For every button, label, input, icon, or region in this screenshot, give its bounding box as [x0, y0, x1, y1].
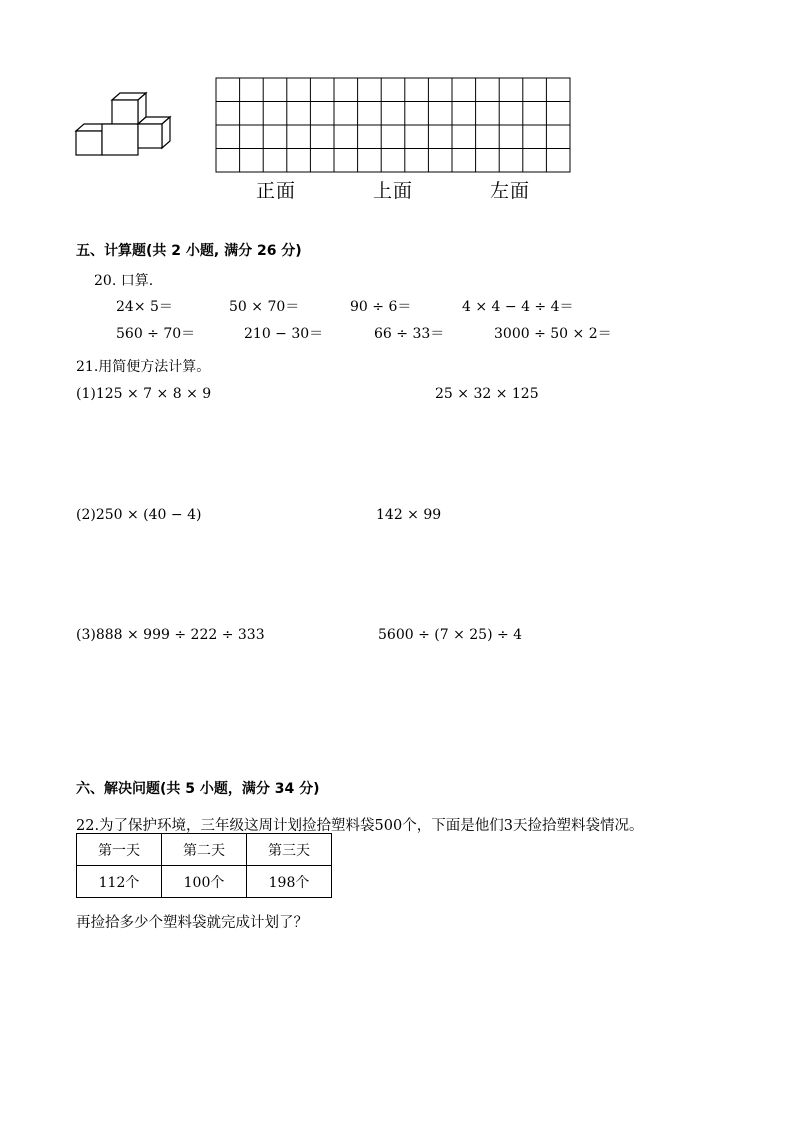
q21-item3-right: 5600 ÷ (7 × 25) ÷ 4 [378, 627, 523, 643]
section-6-heading: 六、解决问题(共 5 小题，满分 34 分) [76, 781, 320, 797]
table-cell-day1: 112个 [77, 866, 162, 898]
q20-r2-c1: 560 ÷ 70＝ [116, 326, 196, 342]
q21-item1-right: 25 × 32 × 125 [435, 386, 539, 402]
q22-text: 22.为了保护环境，三年级这周计划捡拾塑料袋500个，下面是他们3天捡拾塑料袋情况。 [76, 818, 644, 834]
view-label-front: 正面 [256, 180, 297, 202]
table-cell-day2: 100个 [162, 866, 247, 898]
q20-r1-c4: 4 × 4 − 4 ÷ 4＝ [462, 299, 574, 315]
q21-label: 21.用简便方法计算。 [76, 359, 211, 375]
q22-table [76, 833, 332, 898]
q21-item1-left: (1)125 × 7 × 8 × 9 [76, 386, 212, 402]
section-5-heading: 五、计算题(共 2 小题, 满分 26 分) [76, 243, 302, 259]
table-header-day3: 第三天 [247, 834, 332, 866]
q21-item2-left: (2)250 × (40 − 4) [76, 507, 202, 523]
q21-item2-right: 142 × 99 [376, 507, 442, 523]
table-row [77, 866, 332, 898]
q20-label: 20. 口算. [94, 273, 154, 289]
q20-r2-c4: 3000 ÷ 50 × 2＝ [494, 326, 612, 342]
cube-stack-figure [70, 88, 176, 160]
table-header-day2: 第二天 [162, 834, 247, 866]
q20-r1-c3: 90 ÷ 6＝ [350, 299, 412, 315]
q20-r1-c1: 24× 5＝ [116, 299, 173, 315]
q21-item3-left: (3)888 × 999 ÷ 222 ÷ 333 [76, 627, 265, 643]
q20-r2-c2: 210 − 30＝ [244, 326, 324, 342]
q20-r2-c3: 66 ÷ 33＝ [374, 326, 445, 342]
q22-question: 再捡拾多少个塑料袋就完成计划了？ [76, 915, 308, 931]
table-cell-day3: 198个 [247, 866, 332, 898]
table-header-row [77, 834, 332, 866]
q20-r1-c2: 50 × 70＝ [229, 299, 300, 315]
table-header-day1: 第一天 [77, 834, 162, 866]
view-label-top: 上面 [373, 180, 414, 202]
view-label-left: 左面 [490, 180, 531, 202]
view-drawing-grid [215, 77, 573, 174]
